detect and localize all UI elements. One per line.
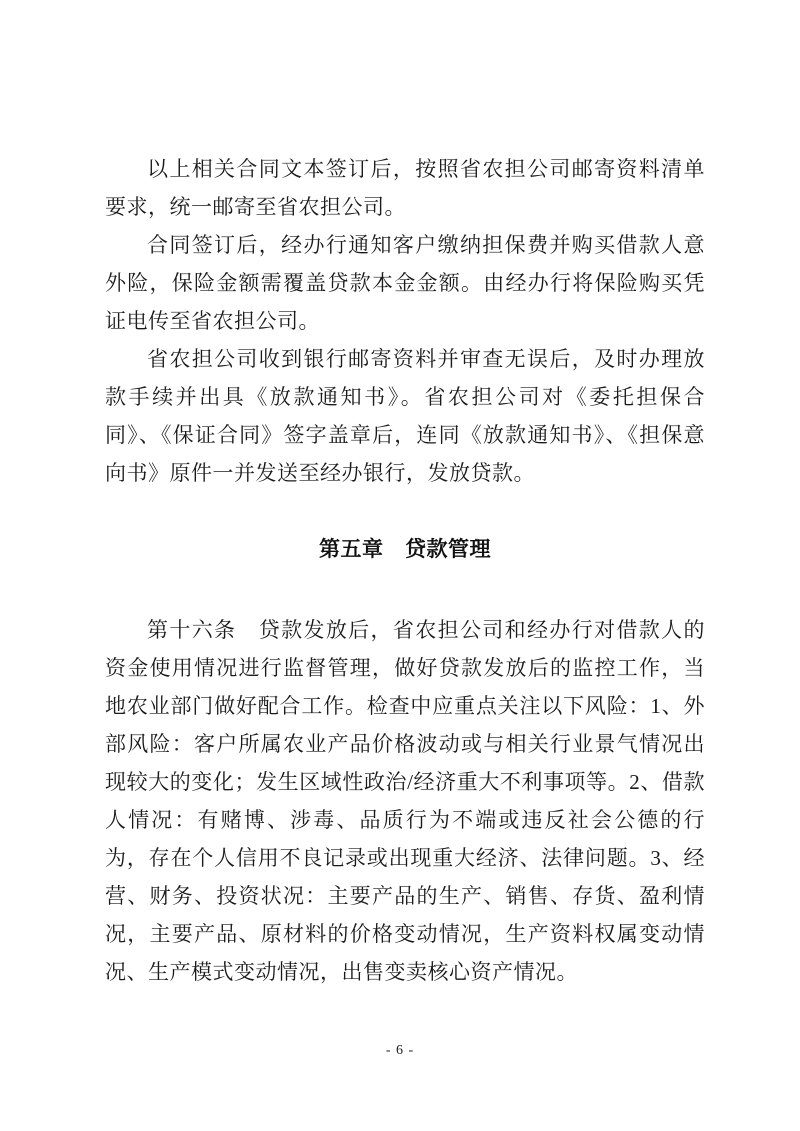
paragraph-loan-release: 省农担公司收到银行邮寄资料并审查无误后，及时办理放款手续并出具《放款通知书》。省农担公司对《委托担保合同》、《保证合同》签字盖章后，连同《放款通知书》、《担保意向书》原件一并发送至经办银行，发放贷款。 <box>105 347 705 485</box>
paragraph-article-16: 第十六条 贷款发放后，省农担公司和经办行对借款人的资金使用情况进行监督管理，做好贷款发放后的监控工作，当地农业部门做好配合工作。检查中应重点关注以下风险：1、外部风险：客户所属农业产品价格波动或与相关行业景气情况出现较大的变化；发生区域性政治/经济重大不利事项等。2、借款人情况：有赌博、涉毒、品质行为不端或违反社会公德的行为，存在个人信用不良记录或出现重大经济、法律问题。3、经营、财务、投资状况：主要产品的生产、销售、存货、盈利情况，主要产品、原材料的价格变动情况，生产资料权属变动情况、生产模式变动情况，出售变卖核心资产情况。 <box>105 618 705 984</box>
chapter-5-heading: 第五章 贷款管理 <box>319 538 491 561</box>
page-body <box>105 150 705 991</box>
page-number: - 6 - <box>385 1043 415 1058</box>
paragraph-insurance-purchase: 合同签订后，经办行通知客户缴纳担保费并购买借款人意外险，保险金额需覆盖贷款本金金额。由经办行将保险购买凭证电传至省农担公司。 <box>105 233 705 333</box>
paragraph-contract-mailing: 以上相关合同文本签订后，按照省农担公司邮寄资料清单要求，统一邮寄至省农担公司。 <box>105 157 705 219</box>
